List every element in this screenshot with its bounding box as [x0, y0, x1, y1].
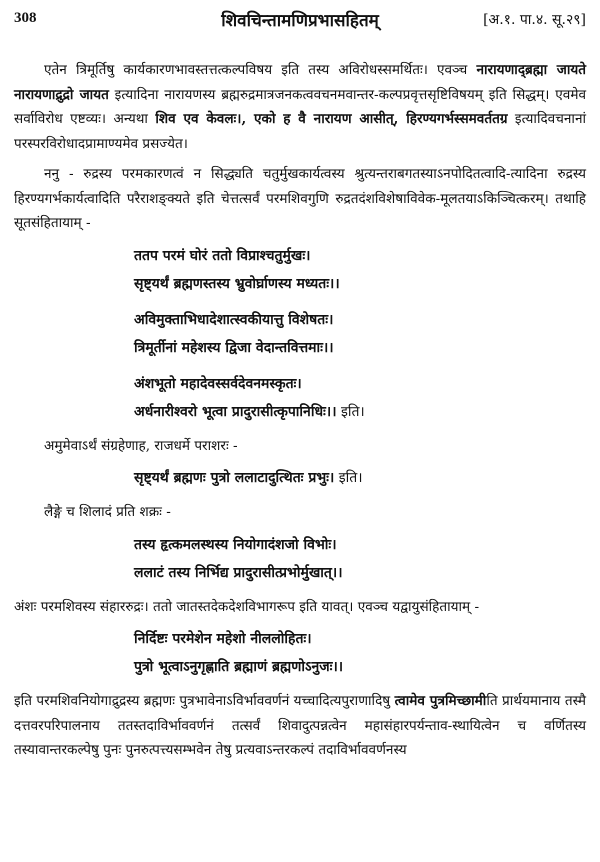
verse-tail: इति।	[334, 470, 363, 486]
bold-quote: शिव एव केवलः।, एको ह वै नारायण आसीत्, हिरण्यगर्भस्समवर्ततग्र	[155, 111, 508, 127]
paragraph-5: अंशः परमशिवस्य संहाररुद्रः। ततो जातस्तदेकदेशविभागरूप इति यावत्। एवञ्च यद्वायुसंहितायाम् -	[14, 598, 480, 615]
verse-line	[134, 398, 586, 426]
verse-block-3	[134, 531, 586, 587]
page-number: 308	[14, 10, 37, 26]
verse-line: ततप परमं घोरं ततो विप्राश्चतुर्मुखः।	[134, 247, 311, 264]
running-title: शिवचिन्तामणिप्रभासहितम्	[221, 11, 379, 31]
verse-line: सृष्ट्यर्थं ब्रह्मणस्तस्य भ्रुवोर्घ्राणस्य मध्यतः।।	[134, 275, 340, 292]
verse-block-2	[134, 464, 586, 492]
paragraph-4: लैङ्गे च शिलादं प्रति शक्रः -	[44, 504, 171, 520]
text-run: इत्यादिना नारायणस्य ब्रह्मरुद्रमात्रजनकत्ववचनमवान्तर-कल्पप्रवृत्तसृष्टिविषयम् इति सिद्धम्। एवमेव सर्वाविरोध एष्टव्यः। अन्यथा	[14, 86, 587, 127]
paragraph-6	[14, 689, 586, 763]
page-header	[14, 6, 586, 38]
text-run: इत्यादिवचनानां परस्परविरोधादप्रामाण्यमेव प्रसज्येत।	[14, 111, 587, 152]
verse-text: सृष्ट्यर्थं ब्रह्मणः पुत्रो ललाटादुत्थितः प्रभुः।	[134, 470, 335, 486]
verse-line: अविमुक्ताभिधादेशात्स्वकीयात्तु विशेषतः।	[134, 311, 334, 328]
verse-line	[134, 464, 586, 492]
verse-text: अर्धनारीश्वरो भूत्वा प्रादुरासीत्कृपानिधिः।।	[134, 403, 337, 420]
verse-block-1	[134, 242, 586, 426]
paragraph-1	[14, 58, 586, 156]
verse-line: अंशभूतो महादेवस्सर्वदेवनमस्कृतः।	[134, 375, 302, 392]
bold-quote: त्वामेव पुत्रमिच्छामी	[394, 693, 487, 709]
paragraph-2: ननु - रुद्रस्य परमकारणत्वं न सिद्ध्यति चतुर्मुखकार्यत्वस्य श्रुत्यन्तराबगतस्याऽनपोदितत्वादि-त्यादिना रुद्रस्य हिरण्यगर्भकार्यत्वादिति परैराशङ्क्यते इति चेत्तत्सर्वं परमशिवगुणि रुद्रतदंशविशेषाविवेक-मूलतयाऽकिञ्चित्करम्। तथाहि सूतसंहितायाम् -	[14, 166, 586, 231]
verse-line: त्रिमूर्तीनां महेशस्य द्विजा वेदान्तवित्तमाः।।	[134, 339, 334, 356]
verse-tail: इति।	[336, 403, 365, 420]
sutra-reference: [अ.१. पा.४. सू.२९]	[483, 12, 586, 28]
text-run: ति प्रार्थयमानाय तस्मै दत्तवरपरिपालनाय ततस्तदाविर्भाववर्णनं तत्सर्वं शिवादुत्पन्नत्वेन महासंहारपर्यन्ताव-स्थायित्वेन च वर्णितस्य तस्यावान्तरकल्पेषु पुनः पुनरुत्पत्त्यसम्भवेन तेषु प्रत्यवाऽन्तरकल्पं तदाविर्भाववर्णनस्य	[14, 693, 586, 758]
text-run: एतेन त्रिमूर्तिषु कार्यकारणभावस्तत्तत्कल्पविषय इति तस्य अविरोधस्समर्थितः। एवञ्च	[44, 62, 477, 78]
paragraph-3: अमुमेवाऽर्थं संग्रहेणाह, राजधर्मे पराशरः -	[44, 437, 238, 454]
verse-line: ललाटं तस्य निर्भिद्य प्रादुरासीत्प्रभोर्मुखात्।।	[134, 564, 343, 581]
verse-line: तस्य हृत्कमलस्थस्य नियोगादंशजो विभोः।	[134, 536, 337, 553]
verse-block-4	[134, 625, 586, 681]
verse-line: निर्दिष्टः परमेशेन महेशो नीललोहितः।	[134, 631, 312, 647]
verse-line: पुत्रो भूत्वाऽनुगृह्णाति ब्रह्माणं ब्रह्मणोऽनुजः।।	[134, 659, 344, 675]
bold-quote: नारायणाद्ब्रह्मा जायते नारायणाद्रुद्रो जायत	[14, 62, 586, 103]
text-run: इति परमशिवनियोगाद्रुद्रस्य ब्रह्मणः पुत्रभावेनाऽविर्भाववर्णनं यच्चादित्यपुराणादिषु	[14, 693, 395, 709]
page-body	[14, 58, 586, 769]
